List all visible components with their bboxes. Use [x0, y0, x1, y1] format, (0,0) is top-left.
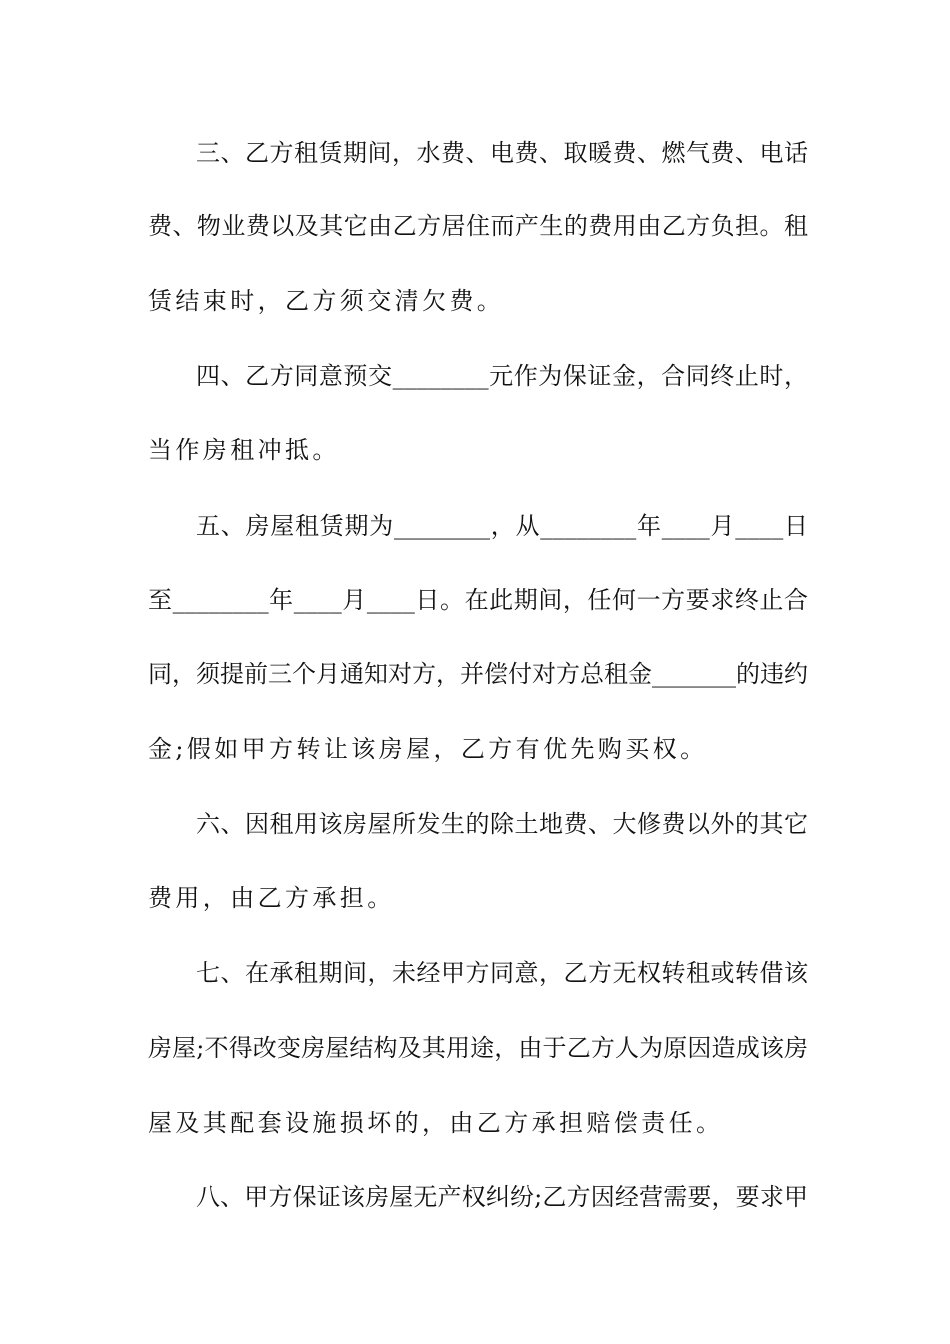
clause-6-line-1: 六、因租用该房屋所发生的除土地费、大修费以外的其它 [196, 810, 808, 838]
clause-5-line-2: 至________年____月____日。在此期间，任何一方要求终止合 [148, 586, 808, 614]
clause-5-line-3: 同，须提前三个月通知对方，并偿付对方总租金_______的违约 [148, 660, 808, 688]
clause-8-line-1: 八、甲方保证该房屋无产权纠纷;乙方因经营需要，要求甲 [196, 1183, 808, 1211]
clause-4-line-2: 当作房租冲抵。 [148, 436, 340, 464]
clause-3-line-3: 赁结束时，乙方须交清欠费。 [148, 287, 505, 315]
clause-7-line-3: 屋及其配套设施损坏的，由乙方承担赔偿责任。 [148, 1109, 724, 1137]
clause-4-line-1: 四、乙方同意预交________元作为保证金，合同终止时， [196, 362, 808, 390]
clause-7-line-1: 七、在承租期间，未经甲方同意，乙方无权转租或转借该 [196, 959, 808, 987]
clause-3-line-1: 三、乙方租赁期间，水费、电费、取暖费、燃气费、电话 [196, 139, 808, 167]
clause-5-line-1: 五、房屋租赁期为________，从________年____月____日 [196, 512, 808, 540]
clause-3-line-2: 费、物业费以及其它由乙方居住而产生的费用由乙方负担。租 [148, 212, 808, 240]
clause-5-line-4: 金;假如甲方转让该房屋，乙方有优先购买权。 [148, 735, 708, 763]
clause-6-line-2: 费用，由乙方承担。 [148, 884, 395, 912]
clause-7-line-2: 房屋;不得改变房屋结构及其用途，由于乙方人为原因造成该房 [148, 1034, 808, 1062]
